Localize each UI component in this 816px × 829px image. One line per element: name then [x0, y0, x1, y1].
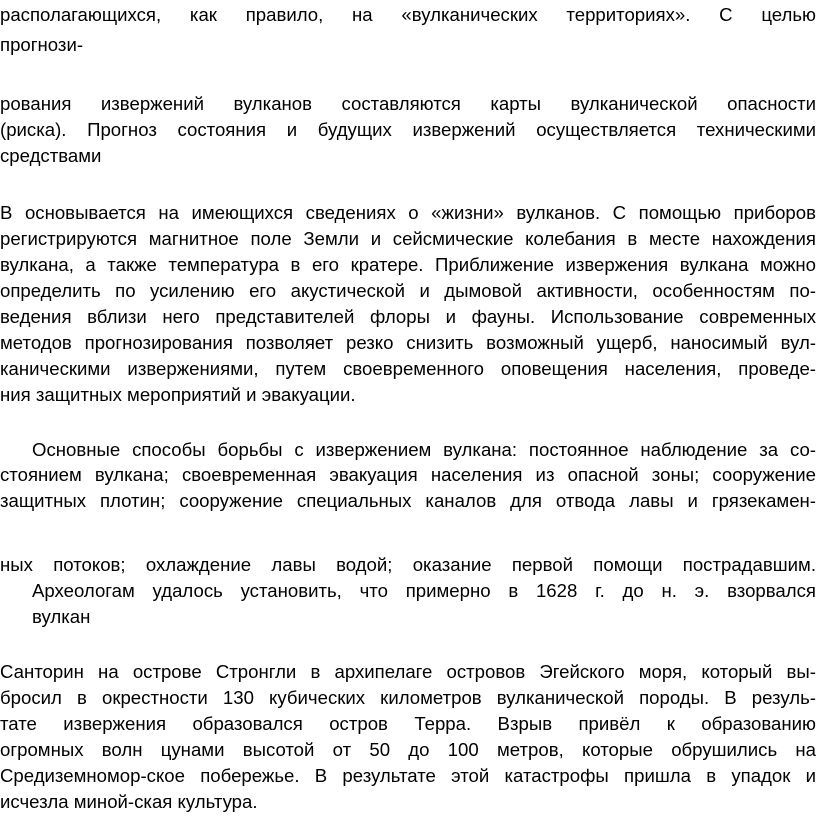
text-line: Основные способы борьбы с извержением вулкана: постоянное наблюдение за со-	[32, 439, 816, 460]
text-line: каническими извержениями, путем своевременного оповещения населения, проведе-	[0, 358, 816, 379]
text-line: огромных волн цунами высотой от 50 до 100 метров, которые обрушились на	[0, 739, 816, 760]
text-line: ных потоков; охлаждение лавы водой; оказание первой помощи пострадавшим.	[0, 554, 816, 575]
text-line: Средиземномор-ское побережье. В результате этой катастрофы пришла в упадок и	[0, 765, 816, 786]
text-line: средствами	[0, 145, 102, 166]
text-line: вулкана, а также температура в его кратере. Приближение извержения вулкана можно	[0, 254, 816, 275]
text-line: вулкан	[32, 606, 91, 627]
text-line: (риска). Прогноз состояния и будущих извержений осуществляется техническими	[0, 119, 816, 140]
text-line: защитных плотин; сооружение специальных каналов для отвода лавы и грязекамен-	[0, 490, 816, 511]
text-line: определить по усилению его акустической и дымовой активности, особенностям по-	[0, 280, 816, 301]
text-line: В основывается на имеющихся сведениях о «жизни» вулканов. С помощью приборов	[0, 202, 816, 223]
text-line: ния защитных мероприятий и эвакуации.	[0, 384, 356, 405]
text-line: тате извержения образовался остров Терра. Взрыв привёл к образованию	[0, 713, 816, 734]
text-line: методов прогнозирования позволяет резко снизить возможный ущерб, наносимый вул-	[0, 332, 816, 353]
text-line: прогнози-	[0, 34, 84, 55]
text-line: располагающихся, как правило, на «вулканических территориях». С целью	[0, 4, 816, 25]
text-line: регистрируются магнитное поле Земли и сейсмические колебания в месте нахождения	[0, 228, 816, 249]
text-line: ведения вблизи него представителей флоры и фауны. Использование современных	[0, 306, 816, 327]
text-line: бросил в окрестности 130 кубических километров вулканической породы. В резуль-	[0, 687, 816, 708]
text-line: стоянием вулкана; своевременная эвакуация населения из опасной зоны; сооружение	[0, 464, 816, 485]
text-line: Археологам удалось установить, что примерно в 1628 г. до н. э. взорвался	[32, 580, 816, 601]
text-line: рования извержений вулканов составляются карты вулканической опасности	[0, 93, 816, 114]
text-line: Санторин на острове Стронгли в архипелаге островов Эгейского моря, который вы-	[0, 661, 816, 682]
text-line: исчезла миной-ская культура.	[0, 791, 258, 812]
